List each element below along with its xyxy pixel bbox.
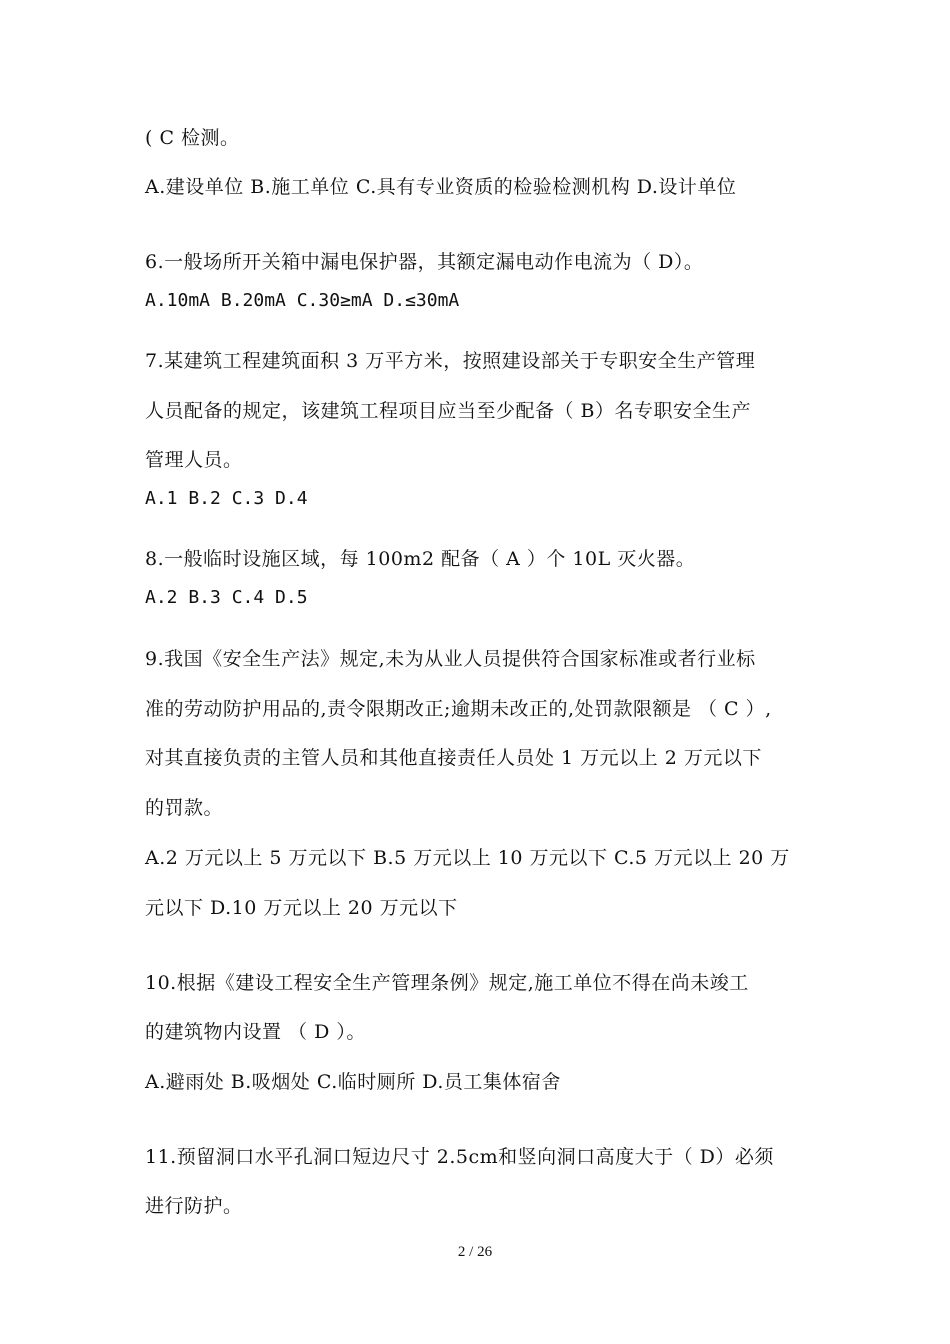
- answer-options-q9-line-2: 元以下 D.10 万元以上 20 万元以下: [145, 897, 458, 919]
- question-8: 8.一般临时设施区域，每 100m2 配备（ A ）个 10L 灭火器。: [145, 548, 696, 570]
- question-7-line-1: 7.某建筑工程建筑面积 3 万平方米，按照建设部关于专职安全生产管理: [145, 350, 756, 372]
- answer-options-q7: A.1 B.2 C.3 D.4: [145, 488, 308, 509]
- answer-options-q9-line-1: A.2 万元以上 5 万元以下 B.5 万元以上 10 万元以下 C.5 万元以上 20 万: [145, 847, 790, 869]
- question-10-line-1: 10.根据《建设工程安全生产管理条例》规定,施工单位不得在尚未竣工: [145, 972, 749, 994]
- question-9-line-1: 9.我国《安全生产法》规定,未为从业人员提供符合国家标准或者行业标: [145, 648, 756, 670]
- answer-options-q5: A.建设单位 B.施工单位 C.具有专业资质的检验检测机构 D.设计单位: [145, 176, 737, 198]
- question-7-line-3: 管理人员。: [145, 449, 243, 471]
- answer-options-q6: A.10mA B.20mA C.30≥mA D.≤30mA: [145, 290, 460, 311]
- question-7-line-2: 人员配备的规定，该建筑工程项目应当至少配备（ B）名专职安全生产: [145, 400, 752, 422]
- question-11-line-2: 进行防护。: [145, 1195, 243, 1217]
- answer-options-q8: A.2 B.3 C.4 D.5: [145, 587, 308, 608]
- question-9-line-3: 对其直接负责的主管人员和其他直接责任人员处 1 万元以上 2 万元以下: [145, 747, 762, 769]
- question-9-line-2: 准的劳动防护用品的,责令限期改正;逾期未改正的,处罚款限额是 （ C ）,: [145, 698, 772, 720]
- text-line: ( C 检测。: [145, 127, 240, 149]
- answer-options-q10: A.避雨处 B.吸烟处 C.临时厕所 D.员工集体宿舍: [145, 1071, 561, 1093]
- question-9-line-4: 的罚款。: [145, 797, 224, 819]
- page-number: 2 / 26: [457, 1244, 493, 1260]
- question-10-line-2: 的建筑物内设置 （ D ）。: [145, 1021, 366, 1043]
- question-11-line-1: 11.预留洞口水平孔洞口短边尺寸 2.5cm和竖向洞口高度大于（ D）必须: [145, 1146, 774, 1168]
- question-6: 6.一般场所开关箱中漏电保护器，其额定漏电动作电流为（ D）。: [145, 251, 704, 273]
